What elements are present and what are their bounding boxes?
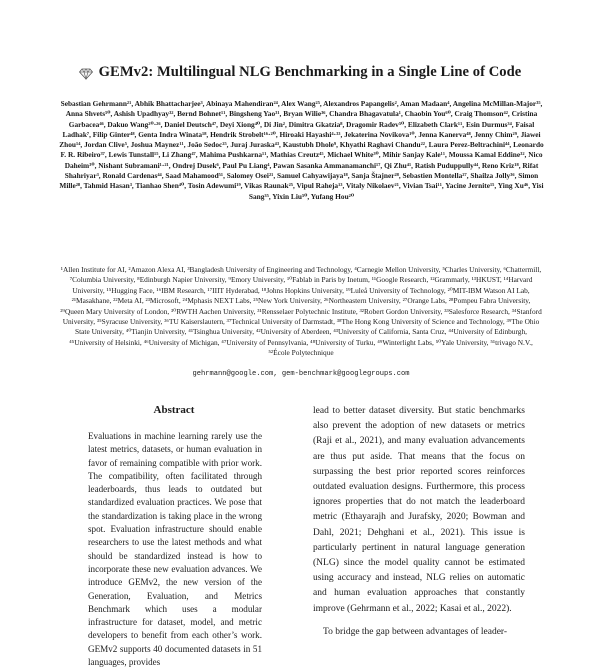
title-row bbox=[0, 64, 600, 81]
contact-emails[interactable]: gehrmann@google.com, gem-benchmark@googlegroups.com bbox=[192, 370, 410, 378]
introduction-column bbox=[313, 404, 525, 640]
abstract-heading: Abstract bbox=[153, 404, 195, 416]
abstract-text: Evaluations in machine learning rarely use the latest metrics, datasets, or human evaluation in favor of remaining compatible with prior work. The compatibility, often facilitated through leaderboards, thus leads to outdated but standardized evaluation practices. We pose that the standardization is taking place in the wrong spot. Evaluation infrastructure should enable researchers to use the latest methods and what should be standardized instead is how to incorporate these new evaluation advances. We introduce GEMv2, the new version of the Generation, Evaluation, and Metrics Benchmark which uses a modular infrastructure for dataset, model, and metric developers to benefit from each other’s work. GEMv2 supports 40 documented datasets in 51 languages, provides bbox=[88, 431, 262, 668]
paper-title: GEMv2: Multilingual NLG Benchmarking in a Single Line of Code bbox=[98, 64, 522, 80]
affiliation-list: ¹Allen Institute for AI, ²Amazon Alexa AI, ³Bangladesh University of Engineering and Technology, ⁴Carnegie Mellon University, ⁵Charles University, ⁶Chattermill, ⁷Columbia University, ⁸Edinburgh Napier University, ⁹Emory University, ¹⁰Fablab in Paris by Inetum, ¹¹Google Research, ¹²Grammarly, ¹³HKUST, ¹⁴Harvard University, ¹⁵Hugging Face, ¹⁶IBM Research, ¹⁷IIIT Hyderabad, ¹⁸Johns Hopkins University, ¹⁹Luleå University of Technology, ²⁰MIT-IBM Watson AI Lab, ²¹Masakhane, ²²Meta AI, ²³Microsoft, ²⁴Mphasis NEXT Labs, ²⁵New York University, ²⁶Northeastern University, ²⁷Orange Labs, ²⁸Pompeu Fabra University, ²⁹Queen Mary University of London, ³⁰RWTH Aachen University, ³¹Rensselaer Polytechnic Institute, ³²Robert Gordon University, ³³Salesforce Research, ³⁴Stanford University, ³⁵Syracuse University, ³⁶TU Kaiserslautern, ³⁷Technical University of Darmstadt, ³⁸The Hong Kong University of Science and Technology, ³⁹The Ohio State University, ⁴⁰Tianjin University, ⁴¹Tsinghua University, ⁴²University of Aberdeen, ⁴³University of California, Santa Cruz, ⁴⁴University of Edinburgh, ⁴⁵University of Helsinki, ⁴⁶University of Michigan, ⁴⁷University of Pennsylvania, ⁴⁸University of Turku, ⁴⁹Winterlight Labs, ⁵⁰Yale University, ⁵¹trivago N.V., ⁵²École Polytechnique bbox=[60, 265, 542, 358]
body-paragraph: To bridge the gap between advantages of leader- bbox=[323, 626, 508, 637]
body-paragraph: lead to better dataset diversity. But static benchmarks also prevent the adoption of new datasets or metrics (Raji et al., 2021), and many evaluation advancements are thus put aside. That means that the focus on surpassing the best prior reported scores reinforces outdated evaluation designs. Furthermore, this process ignores properties that do not match the leaderboard metric (Ethayarajh and Jurafsky, 2020; Bowman and Dahl, 2021; Dehghani et al., 2021). This issue is particularly pertinent in natural language generation (NLG) since the model quality cannot be estimated using accuracy and instead, NLG relies on automatic and human evaluation approaches that constantly improve (Gehrmann et al., 2022; Kasai et al., 2022). bbox=[313, 406, 525, 614]
gem-diamond-icon bbox=[79, 66, 93, 80]
author-list: Sebastian Gehrmann²¹, Abhik Bhattacharjee³, Abinaya Mahendiran²⁴, Alex Wang²⁵, Alexandros Papangelis², Aman Madaan⁴, Angelina McMillan-Major³⁵, Anna Shvets⁵⁰, Ashish Upadhyay³², Bernd Bohnet¹¹, Bingsheng Yao³¹, Bryan Wilie³⁶, Chandra Bhagavatula¹, Chaobin You⁶⁰, Craig Thomson⁴², Cristina Garbacea⁴⁶, Dakuo Wang²⁰·²⁶, Daniel Deutsch⁴⁷, Deyi Xiong⁴⁰, Di Jin², Dimitra Gkatzia⁸, Dragomir Radev⁵⁰, Elizabeth Clark¹¹, Esin Durmus³⁴, Faisal Ladhak⁷, Filip Ginter⁴⁸, Genta Indra Winata¹⁸, Hendrik Strobelt¹⁶·²⁰, Hiroaki Hayashi⁴·³³, Jekaterina Novikova¹⁰, Jenna Kanerva⁴⁸, Jenny Chim²⁹, Jiawei Zhou¹⁴, Jordan Clive⁵, Joshua Maynez¹¹, João Sedoc²⁵, Juraj Juraska⁴³, Kaustubh Dhole⁹, Khyathi Raghavi Chandu²², Laura Perez-Beltrachini⁴⁴, Leonardo F. R. Ribeiro³⁷, Lewis Tunstall¹⁵, Li Zhang⁴⁷, Mahima Pushkarna¹¹, Mathias Creutz⁴⁵, Michael White³⁰, Mihir Sanjay Kale¹¹, Moussa Kamal Eddine³², Nico Daheim³⁰, Nishant Subramani¹·²¹, Ondrej Dusek⁶, Paul Pu Liang⁴, Pawan Sasanka Ammanamanchi¹⁷, Qi Zhu⁴¹, Ratish Puduppully⁴⁴, Reno Kriz¹⁸, Rifat Shahriyar³, Ronald Cardenas⁴⁴, Saad Mahamood⁵¹, Salomey Osei²¹, Samuel Cahyawijaya¹⁸, Sanja Štajner²⁸, Sebastien Montella²⁷, Shailza Jolly³⁶, Simon Mille²⁸, Tahmid Hasan³, Tianhao Shen⁴⁰, Tosin Adewumi¹⁹, Vikas Raunak²⁵, Vipul Raheja¹³, Vitaly Nikolaev²¹, Vivian Tsai¹¹, Yacine Jernite¹⁵, Ying Xu⁴⁶, Yisi Sang³⁵, Yixin Liu⁵⁰, Yufang Hou²⁰ bbox=[59, 99, 544, 201]
